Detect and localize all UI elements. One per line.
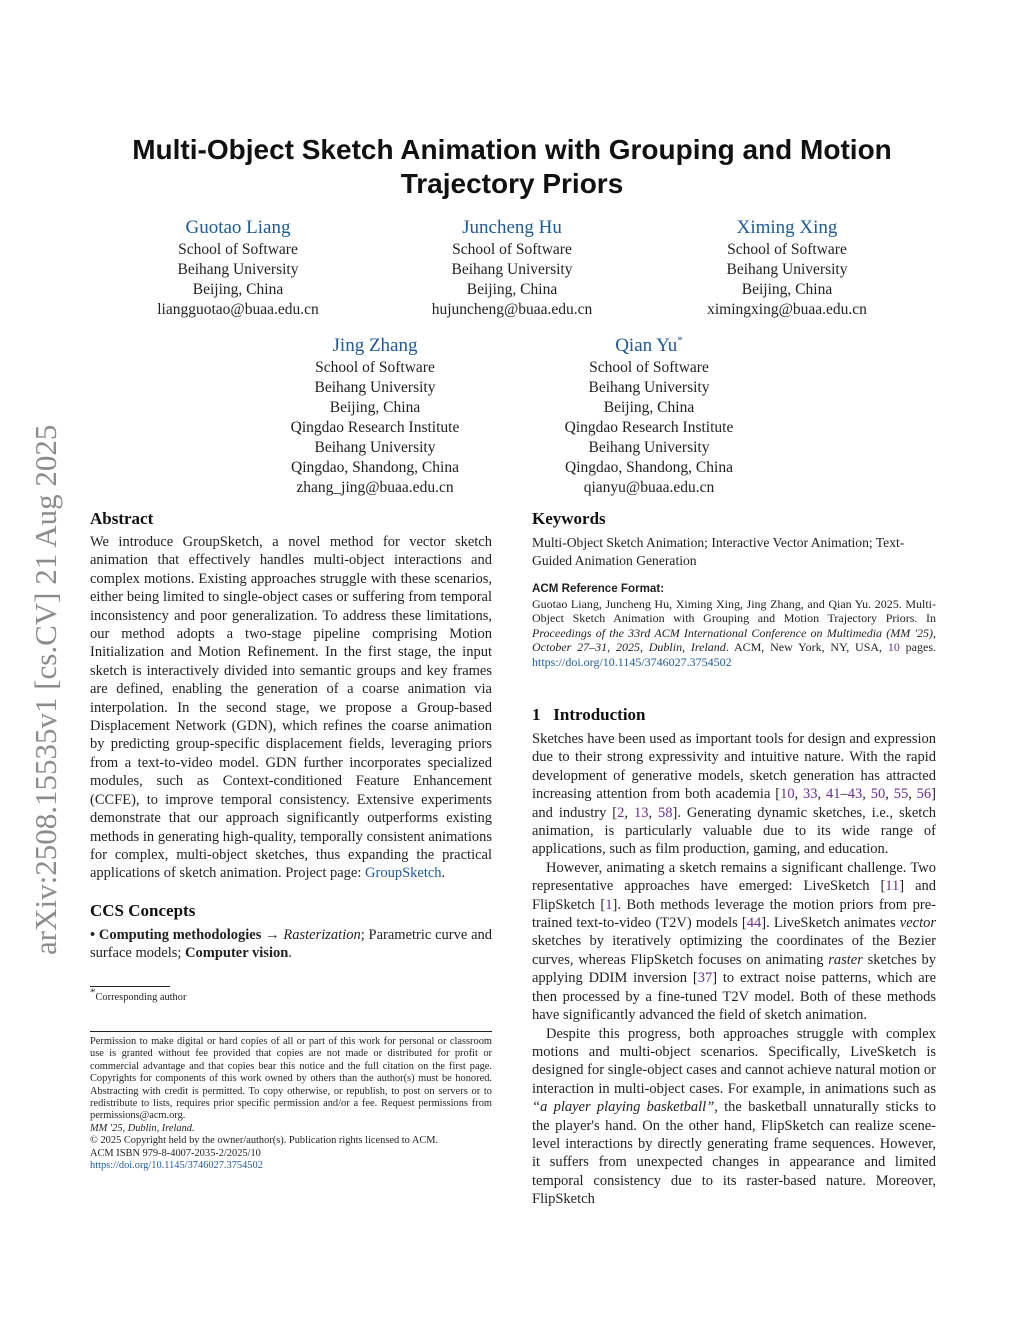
author-affiliation: Beijing, China	[466, 281, 558, 298]
citation[interactable]: 50	[870, 786, 886, 803]
citation[interactable]: 56	[916, 786, 932, 803]
copyright-notice: © 2025 Copyright held by the owner/author(s). Publication rights licensed to ACM.	[90, 1135, 439, 1147]
text: –	[840, 786, 848, 803]
footnote-text: Corresponding author	[95, 992, 187, 1003]
author-name[interactable]: Guotao Liang	[185, 217, 291, 238]
acm-reference-authors: Guotao Liang, Juncheng Hu, Ximing Xing, Jing Zhang, and Qian Yu. 2025. Multi-Object Sketch Animation with Grouping and Motion Trajectory Priors. In	[532, 596, 936, 626]
doi-link[interactable]: https://doi.org/10.1145/3746027.3754502	[90, 1160, 263, 1172]
author-affiliation: Beijing, China	[192, 281, 284, 298]
arxiv-identifier-text: arXiv:2508.15535v1 [cs.CV] 21 Aug 2025	[28, 424, 63, 955]
author-block-1	[128, 216, 348, 320]
author-affiliation: School of Software	[178, 241, 298, 258]
intro-paragraph-3	[532, 1025, 936, 1209]
author-affiliation: Beihang University	[451, 261, 573, 278]
text: ,	[794, 786, 804, 803]
ccs-heading: CCS Concepts	[90, 901, 196, 920]
text: Sketches have been used as important tools for design and expression due to their strong expressivity and intuitive nature. With the rapid development of generative models, sketch generation has attracted increasing attention from both academia [	[532, 731, 936, 803]
permission-rule	[90, 1031, 492, 1032]
author-affiliation: Beijing, China	[329, 399, 421, 416]
text: ,	[885, 786, 894, 803]
text: However, animating a sketch remains a significant challenge. Two representative approaches have emerged: LiveSketch [	[532, 859, 936, 895]
emphasis: “a player playing basketball”	[532, 1099, 715, 1116]
intro-paragraph-1	[532, 730, 936, 859]
author-affiliation: Beijing, China	[741, 281, 833, 298]
citation[interactable]: 44	[746, 915, 762, 932]
acm-reference-pages-word: pages.	[899, 640, 936, 655]
ccs-concept: Computer vision	[185, 945, 289, 962]
text: ]. LiveSketch animates	[761, 915, 900, 932]
author-name[interactable]: Ximing Xing	[736, 217, 838, 238]
author-email: hujuncheng@buaa.edu.cn	[431, 301, 593, 318]
arxiv-identifier-stamp	[16, 365, 64, 965]
author-name[interactable]: Qian Yu	[615, 335, 678, 356]
ccs-subconcept: Rasterization	[283, 927, 361, 943]
author-name[interactable]: Juncheng Hu	[462, 217, 562, 238]
introduction-heading	[532, 704, 646, 726]
section-title: Introduction	[553, 705, 646, 724]
text: ]. Both methods leverage the motion priors from pre-trained text-to-video (T2V) models [	[532, 896, 936, 932]
citation[interactable]: 13	[633, 804, 649, 821]
introduction-body	[532, 730, 936, 1209]
isbn: ACM ISBN 979-8-4007-2035-2/2025/10	[90, 1147, 261, 1159]
author-name[interactable]: Jing Zhang	[332, 335, 418, 356]
conference-venue: MM '25, Dublin, Ireland.	[90, 1122, 195, 1134]
text: ,	[862, 786, 871, 803]
ccs-text: ; Parametric curve and surface models;	[90, 927, 493, 962]
author-affiliation: School of Software	[727, 241, 847, 258]
text: ,	[648, 804, 658, 821]
author-affiliation: School of Software	[452, 241, 572, 258]
ccs-body	[90, 926, 492, 963]
abstract-end: .	[441, 865, 446, 882]
acm-reference-doi-link[interactable]: https://doi.org/10.1145/3746027.3754502	[532, 654, 732, 669]
paper-title: Multi-Object Sketch Animation with Grouping and Motion Trajectory Priors	[132, 134, 892, 199]
author-affiliation: Qingdao Research Institute	[564, 419, 734, 436]
ccs-concept: Computing methodologies	[98, 927, 262, 943]
keywords-heading: Keywords	[532, 509, 606, 528]
citation[interactable]: 58	[657, 804, 673, 821]
permission-block	[90, 1036, 492, 1172]
author-affiliation: Beihang University	[588, 439, 710, 456]
permission-text: Permission to make digital or hard copies of all or part of this work for personal or classroom use is granted without fee provided that copies are not made or distributed for profit or commercial advantage and that copies bear this notice and the full citation on the first page. Copyrights for components of this work owned by others than the author(s) must be honored. Abstracting with credit is permitted. To copy otherwise, or republish, to post on servers or to redistribute to lists, requires prior specific permission and/or a fee. Request permissions from permissions@acm.org.	[90, 1036, 492, 1122]
intro-paragraph-2	[532, 859, 936, 1025]
text: ] and FlipSketch [	[532, 878, 936, 913]
citation[interactable]: 37	[697, 970, 713, 987]
citation[interactable]: 2	[617, 804, 625, 821]
footnote	[90, 986, 492, 1004]
acm-reference-heading: ACM Reference Format:	[532, 582, 665, 595]
author-affiliation: Beihang University	[588, 379, 710, 396]
author-block-3	[677, 216, 897, 320]
acm-reference-proceedings: Proceedings of the 33rd ACM International Conference on Multimedia (MM '25), October 27–31, 2025, Dublin, Ireland	[532, 625, 936, 655]
corresponding-author-mark: *	[677, 334, 683, 347]
text: ,	[908, 786, 917, 803]
text: Despite this progress, both approaches struggle with complex motions and multi-object scenarios. Specifically, LiveSketch is designed for single-object cases and cannot achieve natural motion or interaction in multi-object cases. For example, in animations such as	[532, 1025, 936, 1097]
text: ] to extract noise patterns, which are then processed by a fine-tuned T2V model. Both of these methods have significantly advanced the field of sketch animation.	[532, 970, 937, 1024]
author-affiliation: Beihang University	[726, 261, 848, 278]
text: , the basketball unnaturally sticks to the player's hand. On the other hand, FlipSketch can realize scene-level interactions by directly generating frame sequences. However, it suffers from unexpected changes in appearance and limited temporal consistency due to its raster-based nature. Moreover, FlipSketch	[532, 1099, 937, 1208]
author-block-2	[402, 216, 622, 320]
author-affiliation: Beihang University	[314, 379, 436, 396]
author-affiliation: Qingdao Research Institute	[290, 419, 460, 436]
keywords-body: Multi-Object Sketch Animation; Interactive Vector Animation; Text-Guided Animation Generation	[532, 535, 905, 568]
author-affiliation: Qingdao, Shandong, China	[291, 459, 459, 476]
emphasis: vector	[899, 915, 936, 932]
author-name-wrapper	[534, 334, 764, 358]
author-email: ximingxing@buaa.edu.cn	[707, 301, 867, 318]
footnote-rule	[90, 986, 170, 987]
abstract-body	[90, 533, 492, 883]
text: sketches by applying DDIM inversion [	[532, 951, 936, 987]
author-email: zhang_jing@buaa.edu.cn	[296, 479, 454, 496]
project-page-link[interactable]: GroupSketch	[365, 865, 442, 882]
text: ,	[624, 804, 634, 821]
author-email: qianyu@buaa.edu.cn	[583, 479, 715, 496]
citation[interactable]: 1	[605, 896, 613, 913]
citation[interactable]: 55	[893, 786, 909, 803]
footnote-mark: *	[90, 986, 96, 999]
citation[interactable]: 33	[803, 786, 818, 803]
text: ] and industry [	[532, 786, 936, 821]
ccs-arrow: →	[261, 927, 284, 943]
author-affiliation: Beijing, China	[603, 399, 695, 416]
text: ]. Generating dynamic sketches, i.e., sketch animation, is particularly valuable due to its wide range of applications, such as film production, gaming, and education.	[532, 804, 937, 858]
emphasis: raster	[828, 951, 863, 968]
ccs-end: .	[288, 945, 292, 962]
citation[interactable]: 10	[780, 786, 795, 803]
author-email: liangguotao@buaa.edu.cn	[157, 301, 319, 318]
author-affiliation: Qingdao, Shandong, China	[565, 459, 733, 476]
author-affiliation: Beihang University	[314, 439, 436, 456]
abstract-text: We introduce GroupSketch, a novel method for vector sketch animation that effectively handles multi-object interactions and complex motions. Existing approaches struggle with these scenarios, either being limited to single-object cases or suffering from temporal inconsistency and poor generalization. To address these limitations, our method adopts a two-stage pipeline comprising Motion Initialization and Motion Refinement. In the first stage, the input sketch is interactively divided into semantic groups and key frames are defined, enabling the generation of a coarse animation via interpolation. In the second stage, we propose a Group-based Displacement Network (GDN), which refines the coarse animation by predicting group-specific displacement fields, leveraging priors from a text-to-video model. GDN further incorporates specialized modules, such as Context-conditioned Feature Enhancement (CCFE), to improve temporal consistency. Extensive experiments demonstrate that our approach significantly outperforms existing methods in generating high-quality, temporally consistent animations for complex, multi-object sketches, thus expanding the practical applications of sketch animation. Project page:	[90, 534, 492, 882]
section-number: 1	[532, 705, 541, 724]
abstract-heading: Abstract	[90, 509, 154, 528]
author-affiliation: Beihang University	[177, 261, 299, 278]
text: ,	[817, 786, 826, 803]
acm-reference-pages[interactable]: 10	[887, 640, 900, 655]
citation[interactable]: 43	[847, 786, 863, 803]
ccs-bullet: •	[90, 927, 96, 943]
text: sketches by iteratively optimizing the coordinates of the Bezier curves, whereas FlipSketch focuses on animating	[532, 933, 936, 968]
author-affiliation: School of Software	[315, 359, 435, 376]
citation[interactable]: 11	[885, 878, 900, 895]
author-block-5	[534, 334, 764, 498]
acm-reference-publisher: . ACM, New York, NY, USA,	[725, 640, 888, 655]
author-affiliation: School of Software	[589, 359, 709, 376]
author-block-4	[260, 334, 490, 498]
acm-reference	[532, 582, 936, 670]
citation[interactable]: 41	[826, 786, 841, 803]
